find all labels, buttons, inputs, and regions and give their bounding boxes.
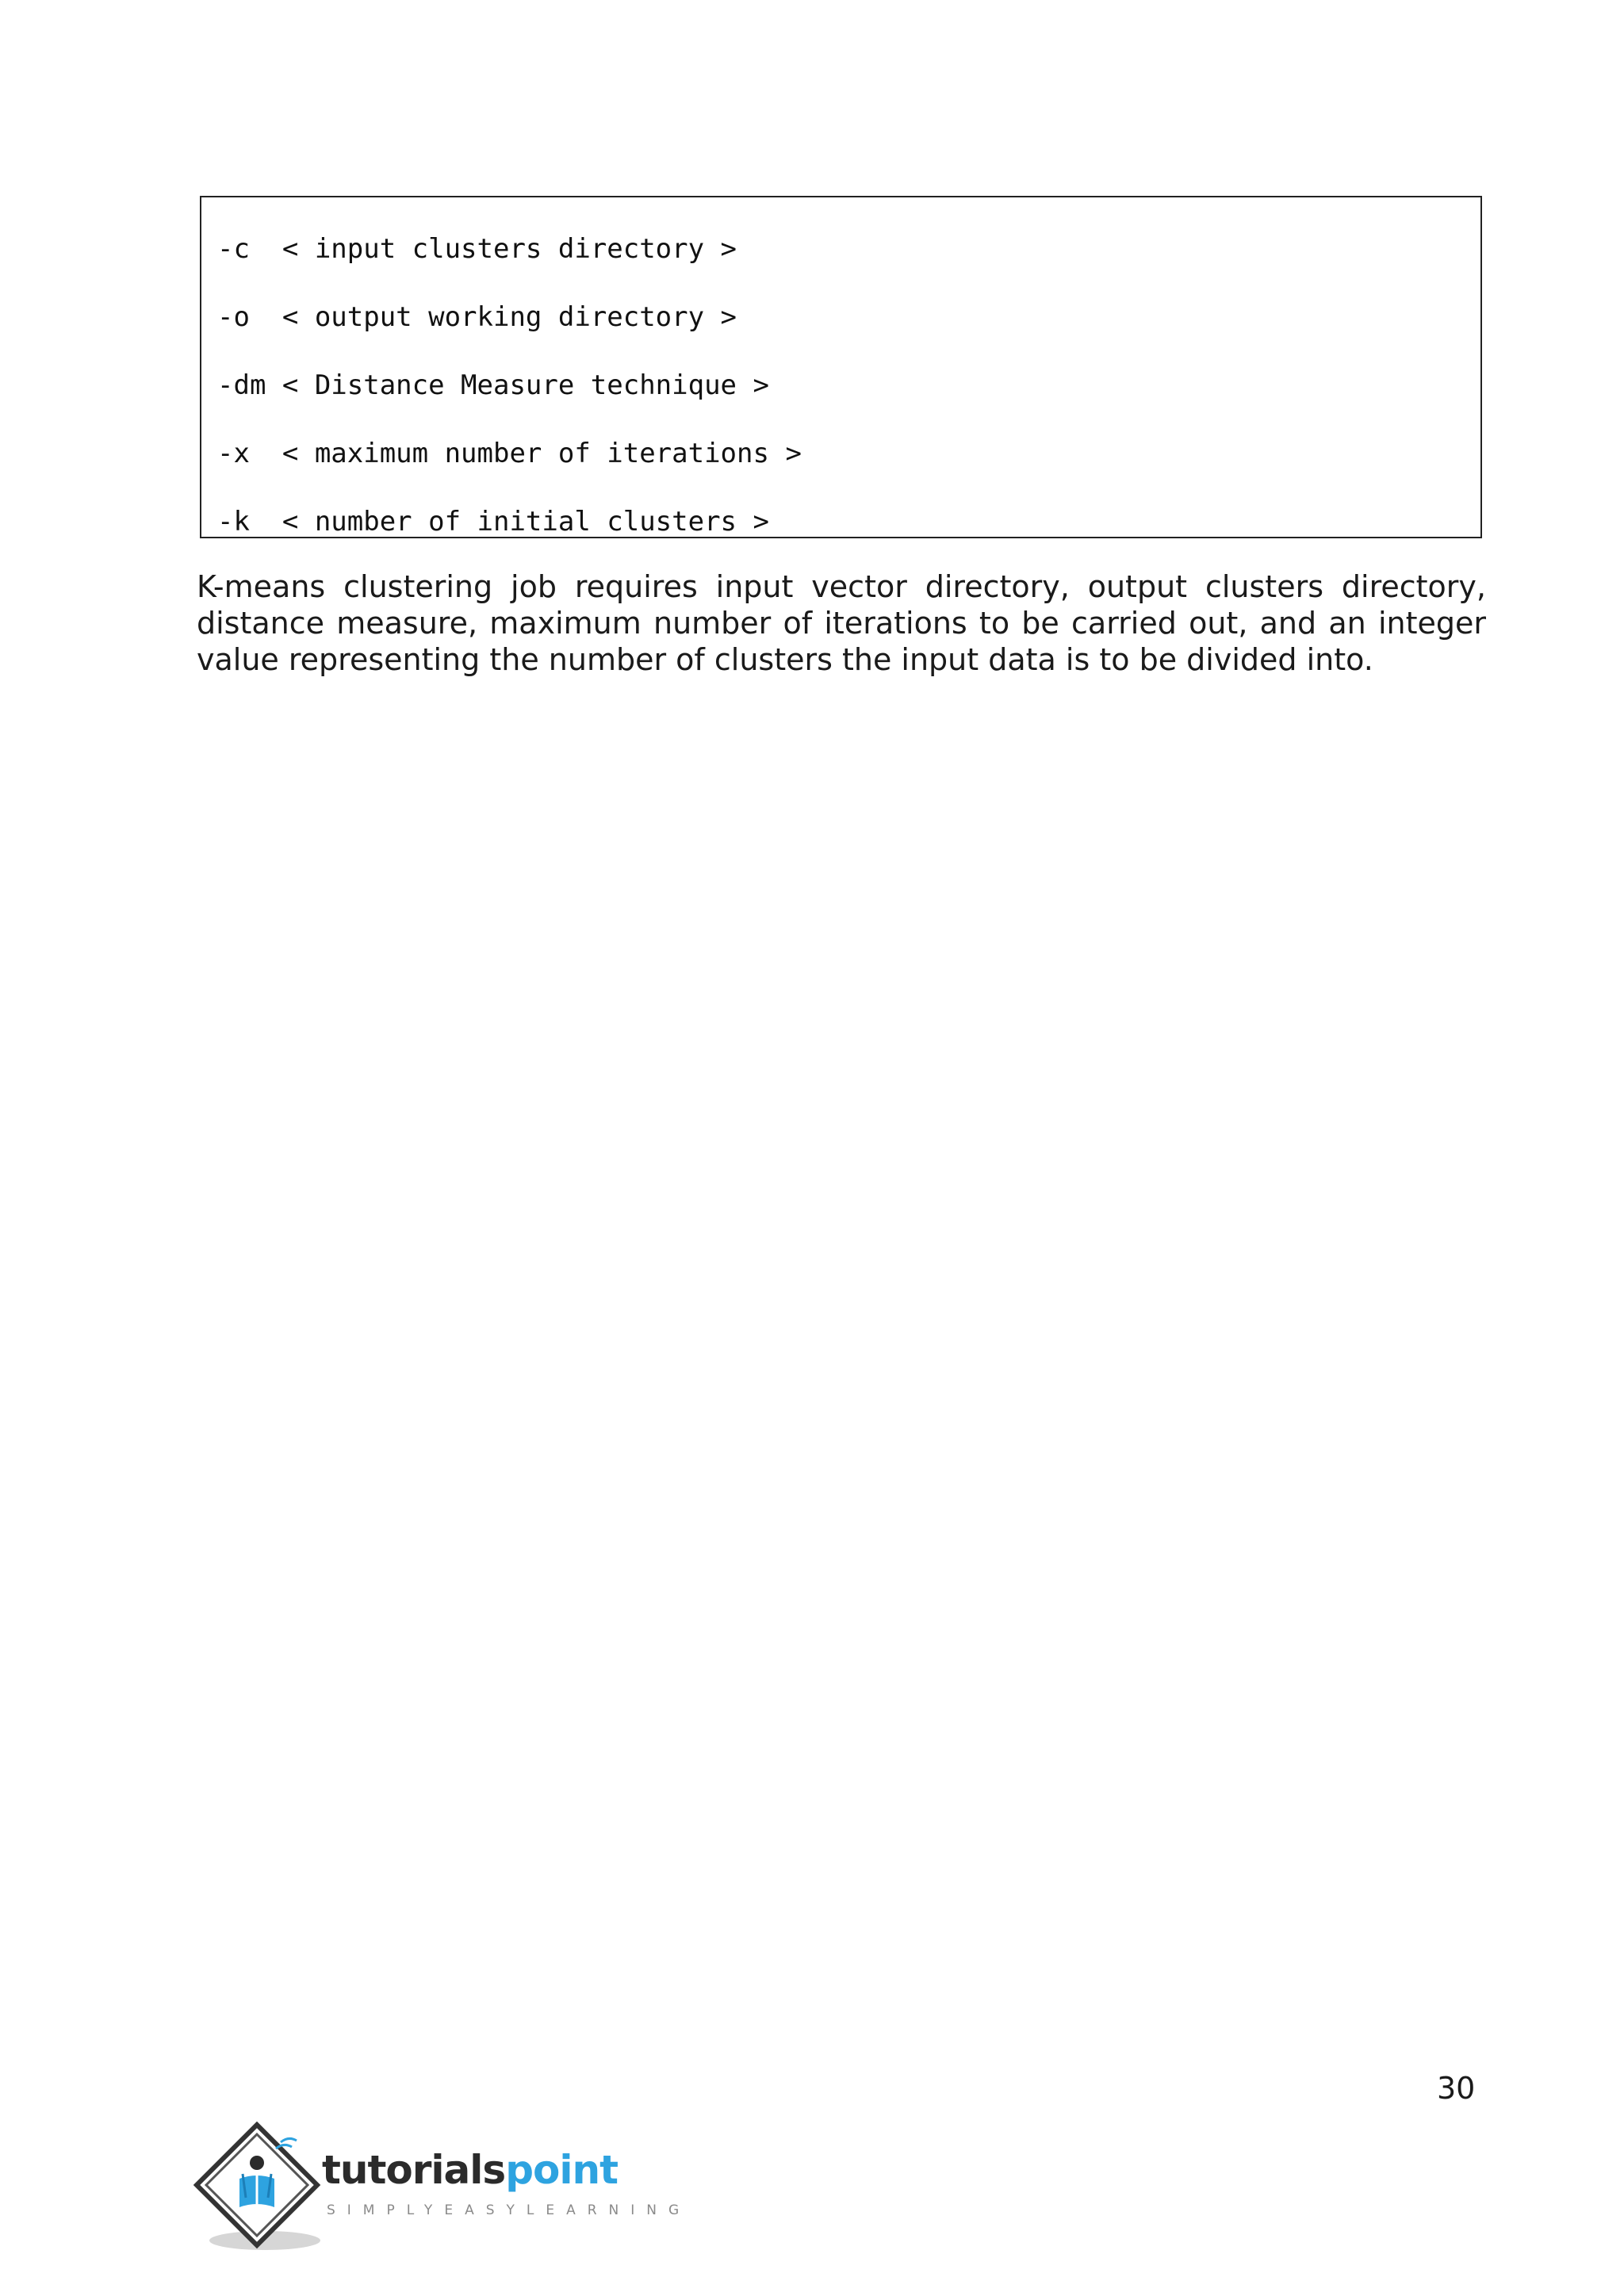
tutorialspoint-logo [193,2122,691,2256]
logo-diamond-icon [193,2122,336,2256]
logo-tagline: SIMPLYEASYLEARNING [327,2202,691,2218]
logo-text-dark: tutorials [322,2147,506,2193]
code-line: -x < maximum number of iterations > [217,438,802,469]
page-number: 30 [1437,2071,1476,2106]
code-line: -o < output working directory > [217,301,737,333]
logo-wordmark [322,2147,618,2193]
code-line: -dm < Distance Measure technique > [217,369,769,401]
code-line: -c < input clusters directory > [217,233,737,265]
body-paragraph: K-means clustering job requires input vector directory, output clusters directory, distance measure, maximum number of iterations to be carried out, and an integer value representing the number of clusters the input data is to be divided into. [197,569,1486,677]
logo-text-blue: point [505,2147,618,2193]
code-block [200,196,1482,538]
code-line: -k < number of initial clusters > [217,506,769,538]
